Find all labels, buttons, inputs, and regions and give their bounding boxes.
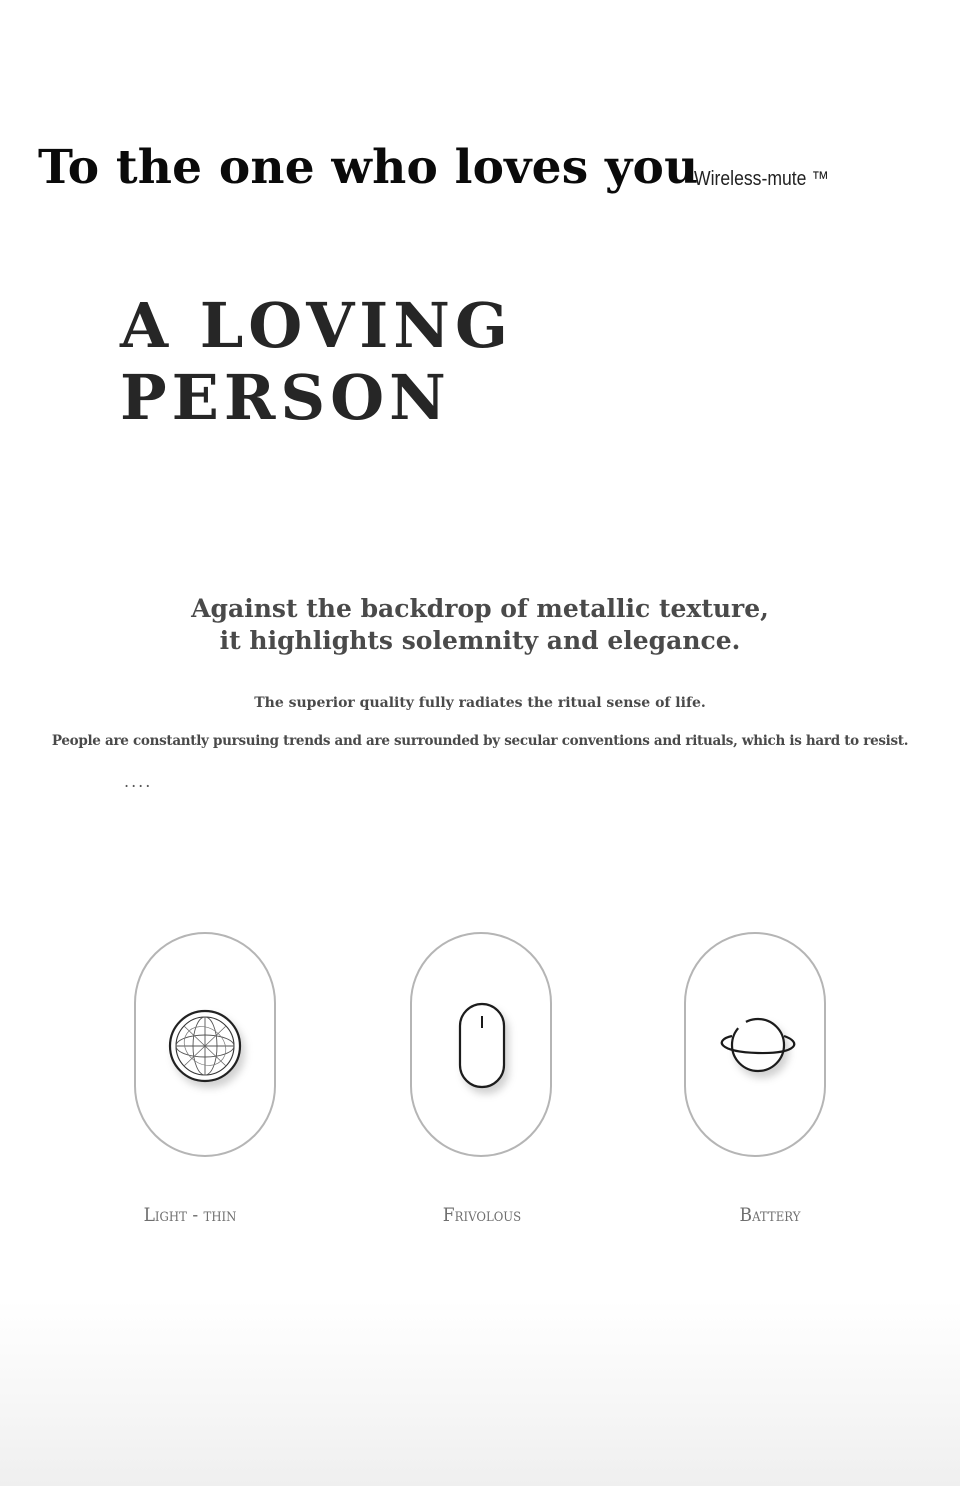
trends-paragraph: People are constantly pursuing trends and are surrounded by secular conventions and rituals, which is hard to resist. bbox=[51, 733, 909, 749]
hero-title bbox=[120, 290, 513, 434]
quality-paragraph: The superior quality fully radiates the ritual sense of life. bbox=[254, 695, 706, 711]
lead-line-2: it highlights solemnity and elegance. bbox=[219, 626, 741, 655]
globe-icon bbox=[136, 934, 274, 1155]
brand-label: Wireless-mute ™ bbox=[694, 168, 829, 190]
feature-card-battery bbox=[684, 932, 826, 1157]
bottom-gradient-background bbox=[0, 1300, 960, 1486]
planet-icon bbox=[686, 934, 824, 1155]
mouse-icon bbox=[412, 934, 550, 1155]
lead-text bbox=[0, 593, 960, 657]
feature-label-light-thin: Light - thin bbox=[143, 1204, 237, 1226]
ellipsis: .... bbox=[124, 772, 153, 791]
feature-card-frivolous bbox=[410, 932, 552, 1157]
feature-label-battery: Battery bbox=[739, 1204, 801, 1226]
headline: To the one who loves you bbox=[38, 140, 699, 195]
feature-label-frivolous: Frivolous bbox=[442, 1204, 522, 1226]
hero-title-line-1: A LOVING bbox=[120, 289, 513, 362]
feature-card-light-thin bbox=[134, 932, 276, 1157]
hero-title-line-2: PERSON bbox=[120, 361, 451, 434]
lead-line-1: Against the backdrop of metallic texture, bbox=[191, 594, 769, 623]
